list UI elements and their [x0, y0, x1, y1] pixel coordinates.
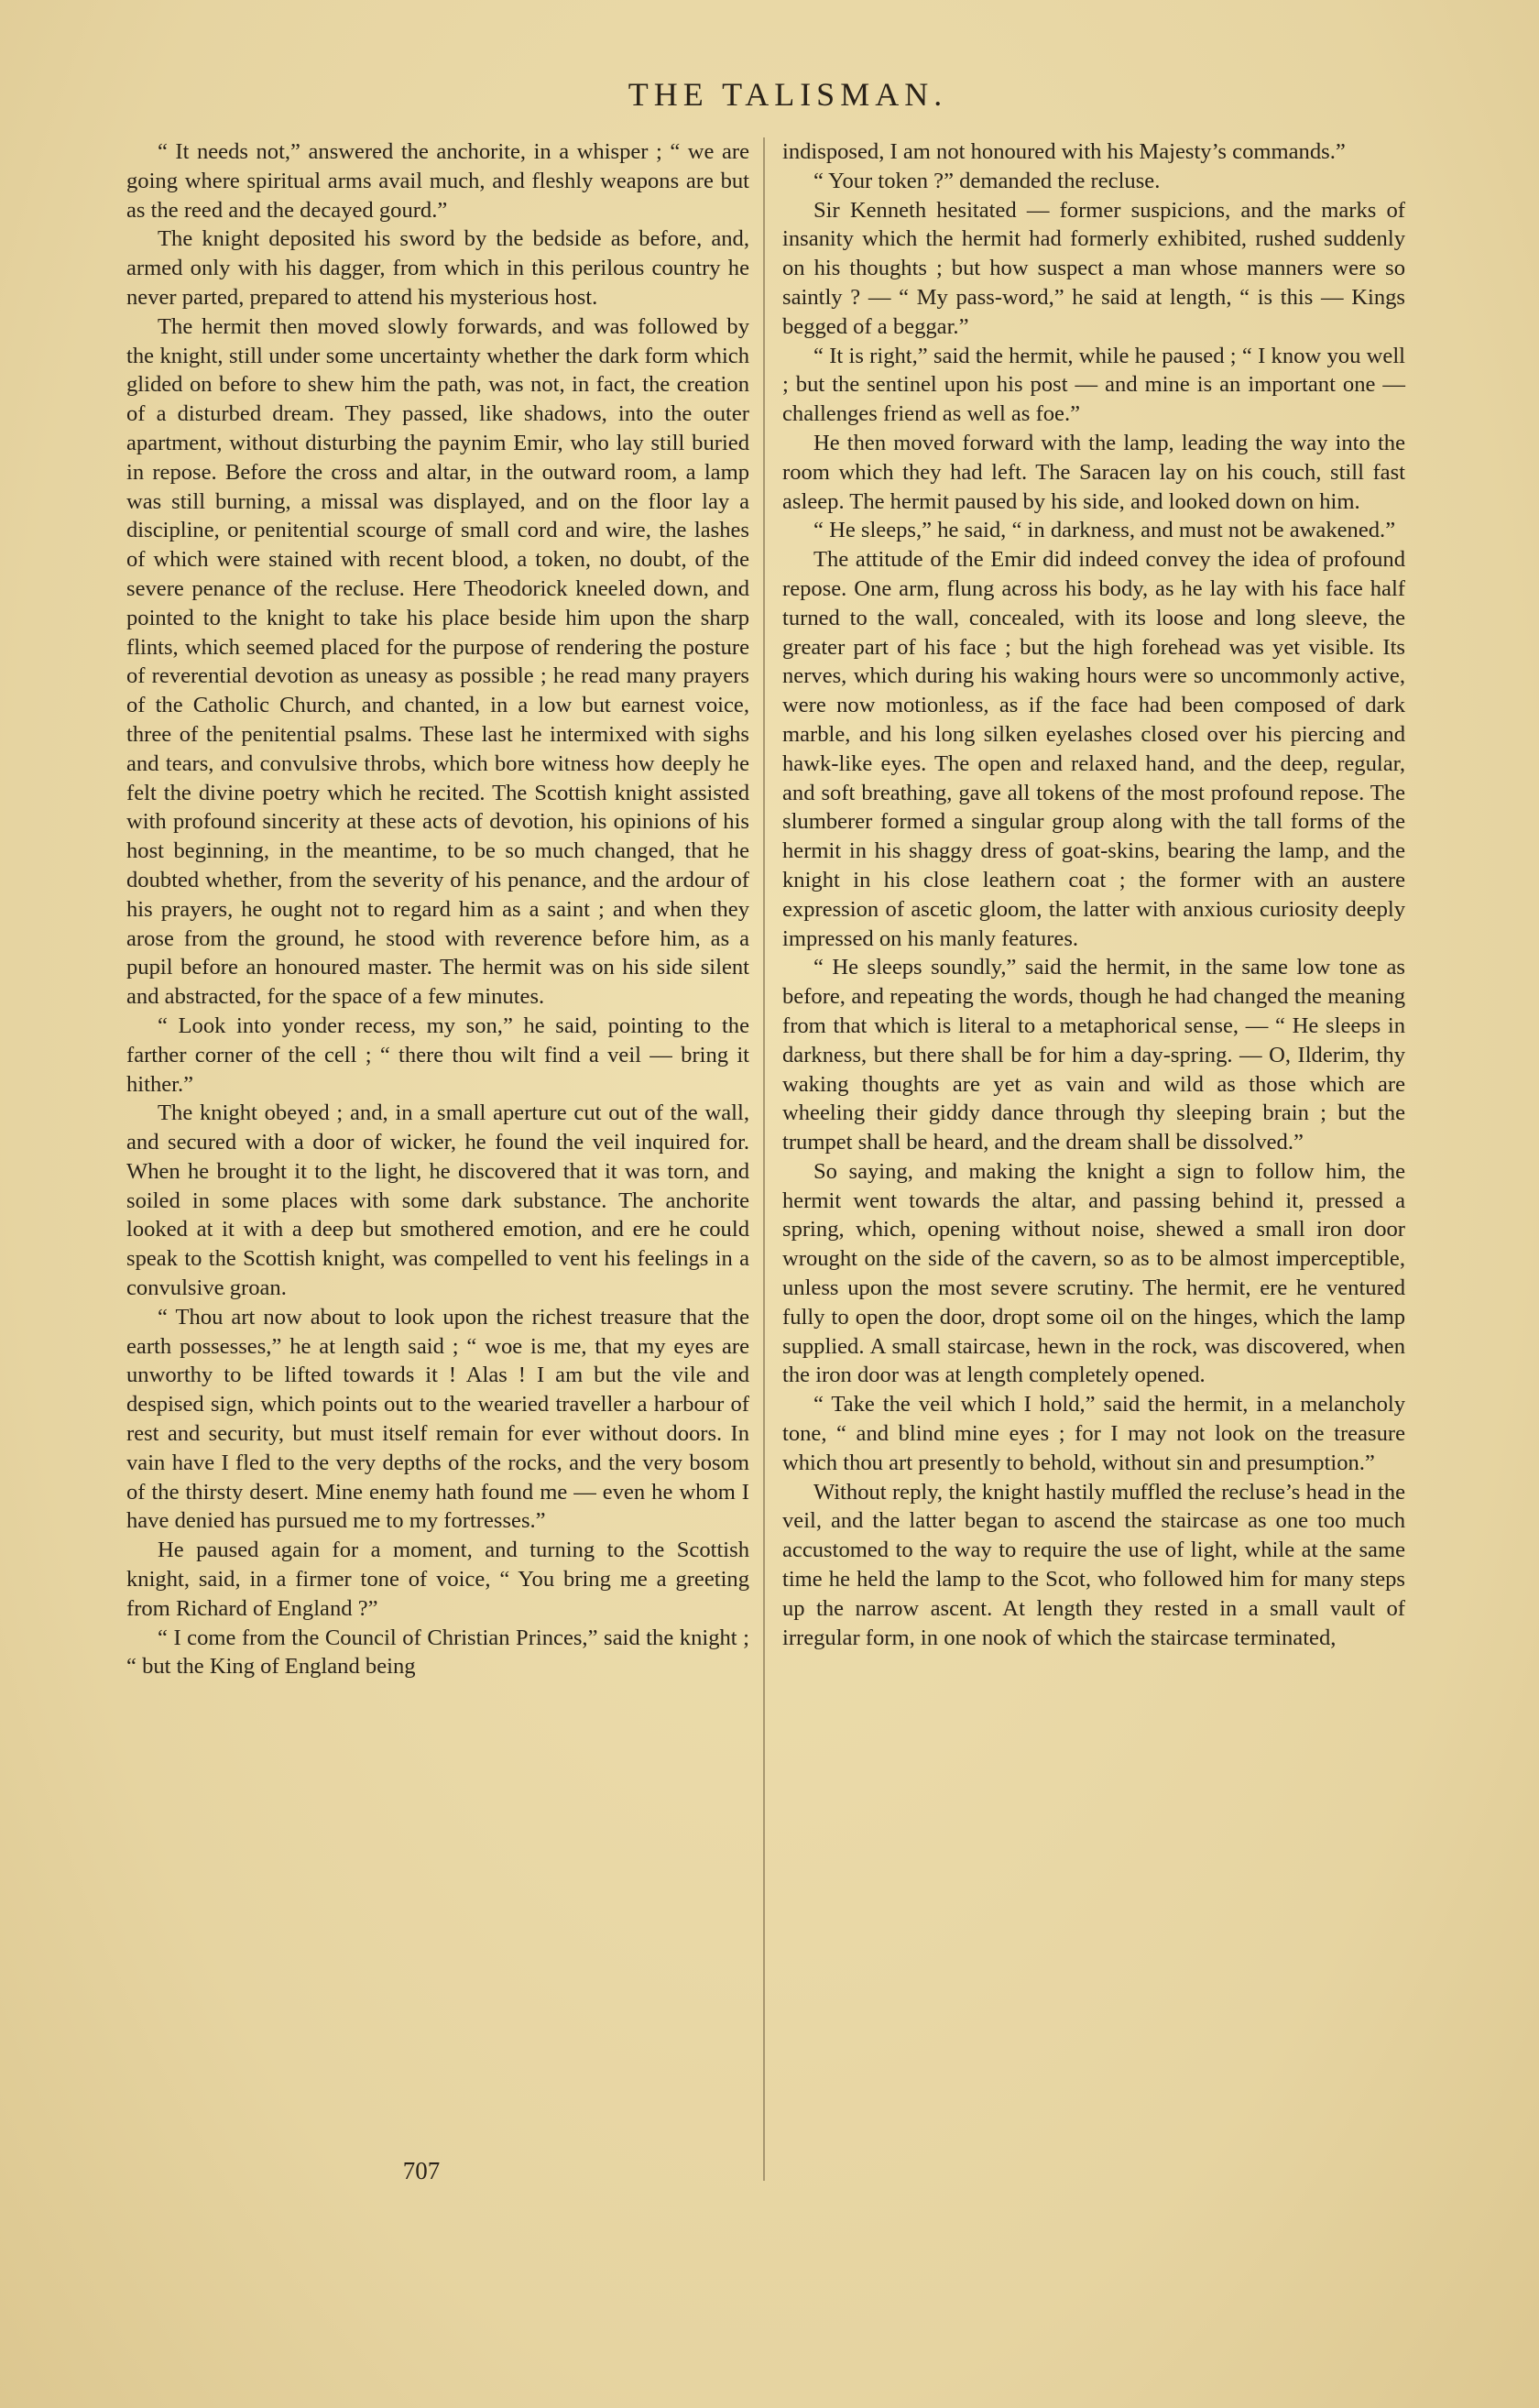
paragraph: indisposed, I am not honoured with his Majesty’s commands.”	[782, 139, 1346, 164]
paragraph: The hermit then moved slowly forwards, and was followed by the knight, still under some uncertainty whether the dark form which glided on before to shew him the path, was not, in fact, the creation of a disturbed dream. They passed, like shadows, into the outer apartment, without disturbing the paynim Emir, who lay still buried in repose. Before the cross and altar, in the outward room, a lamp was still burning, a missal was displayed, and on the floor lay a discipline, or penitential scourge of small cord and wire, the lashes of which were stained with recent blood, a token, no doubt, of the severe penance of the recluse. Here Theodorick kneeled down, and pointed to the knight to take his place beside him upon the sharp flints, which seemed placed for the purpose of rendering the posture of reverential devotion as uneasy as possible ; he read many prayers of the Catholic Church, and chanted, in a low but earnest voice, three of the penitential psalms. These last he intermixed with sighs and tears, and convulsive throbs, which bore witness how deeply he felt the divine poetry which he recited. The Scottish knight assisted with profound sincerity at these acts of devotion, his opinions of his host beginning, in the meantime, to be so much changed, that he doubted whether, from the severity of his penance, and the ardour of his prayers, he ought not to regard him as a saint ; and when they arose from the ground, he stood with reverence before him, as a pupil before an honoured master. The hermit was on his side silent and abstracted, for the space of a few minutes.	[126, 313, 749, 1010]
paragraph: The knight deposited his sword by the bedside as before, and, armed only with his dagger, from which in this perilous country he never parted, prepared to attend his mysterious host.	[126, 226, 749, 310]
paragraph: “ Look into yonder recess, my son,” he said, pointing to the farther corner of the cell ; “ there thou wilt find a veil — bring it hither.”	[126, 1012, 749, 1097]
paragraph: “ He sleeps soundly,” said the hermit, in the same low tone as before, and repeating the words, though he had changed the meaning from that which is literal to a metaphorical sense, — “ He sleeps in darkness, but there shall be for him a day-spring. — O, Ilderim, thy waking thoughts are yet as vain and wild as those which are wheeling their giddy dance through thy sleeping brain ; but the trumpet shall be heard, and the dream shall be dissolved.”	[782, 955, 1405, 1155]
right-column	[782, 137, 1405, 1652]
paragraph: “ It is right,” said the hermit, while he paused ; “ I know you well ; but the sentinel upon his post — and mine is an important one — challenges friend as well as foe.”	[782, 343, 1405, 427]
paragraph: So saying, and making the knight a sign to follow him, the hermit went towards the altar, and passing behind it, pressed a spring, which, opening without noise, shewed a small iron door wrought on the side of the cavern, so as to be almost imperceptible, unless upon the most severe scrutiny. The hermit, ere he ventured fully to open the door, dropt some oil on the hinges, which the lamp supplied. A small staircase, hewn in the rock, was discovered, when the iron door was at length completely opened.	[782, 1158, 1405, 1388]
paragraph: “ Take the veil which I hold,” said the hermit, in a melancholy tone, “ and blind mine eyes ; for I may not look on the treasure which thou art presently to behold, without sin and presumption.”	[782, 1392, 1405, 1475]
left-column	[126, 137, 749, 1681]
paragraph: The attitude of the Emir did indeed convey the idea of profound repose. One arm, flung across his body, as he lay with his face half turned to the wall, concealed, with its loose and long sleeve, the greater part of his face ; but the high forehead was yet visible. Its nerves, which during his waking hours were so uncommonly active, were now motionless, as if the face had been composed of dark marble, and his long silken eyelashes closed over his piercing and hawk-like eyes. The open and relaxed hand, and the deep, regular, and soft breathing, gave all tokens of the most profound repose. The slumberer formed a singular group along with the tall forms of the hermit in his shaggy dress of goat-skins, bearing the lamp, and the knight in his close leathern coat ; the former with an austere expression of ascetic gloom, the latter with anxious curiosity deeply impressed on his manly features.	[782, 547, 1405, 951]
column-divider	[763, 137, 765, 2181]
paragraph: He then moved forward with the lamp, leading the way into the room which they had left. The Saracen lay on his couch, still fast asleep. The hermit paused by his side, and looked down on him.	[782, 430, 1405, 514]
paragraph: He paused again for a moment, and turning to the Scottish knight, said, in a firmer tone of voice, “ You bring me a greeting from Richard of England ?”	[126, 1538, 749, 1621]
paragraph: Sir Kenneth hesitated — former suspicions, and the marks of insanity which the hermit had formerly exhibited, rushed suddenly on his thoughts ; but how suspect a man whose manners were so saintly ? — “ My pass-word,” he said at length, “ is this — Kings begged of a beggar.”	[782, 197, 1405, 339]
paragraph: “ Thou art now about to look upon the richest treasure that the earth possesses,” he at length said ; “ woe is me, that my eyes are unworthy to be lifted towards it ! Alas ! I am but the vile and despised sign, which points out to the wearied traveller a harbour of rest and security, but must itself remain for ever without doors. In vain have I fled to the very depths of the rocks, and the very bosom of the thirsty desert. Mine enemy hath found me — even he whom I have denied has pursued me to my fortresses.”	[126, 1304, 749, 1534]
paragraph: Without reply, the knight hastily muffled the recluse’s head in the veil, and the latter began to ascend the staircase as one too much accustomed to the way to require the use of light, while at the same time he held the lamp to the Scot, who followed him for many steps up the narrow ascent. At length they rested in a small vault of irregular form, in one nook of which the staircase terminated,	[782, 1479, 1405, 1650]
paragraph: “ He sleeps,” he said, “ in darkness, and must not be awakened.”	[813, 518, 1396, 543]
paragraph: “ It needs not,” answered the anchorite, in a whisper ; “ we are going where spiritual arms avail much, and fleshly weapons are but as the reed and the decayed gourd.”	[126, 139, 749, 223]
page-number: 707	[402, 2157, 441, 2184]
paragraph: The knight obeyed ; and, in a small aperture cut out of the wall, and secured with a door of wicker, he found the veil inquired for. When he brought it to the light, he discovered that it was torn, and soiled in some places with some dark substance. The anchorite looked at it with a deep but smothered emotion, and ere he could speak to the Scottish knight, was compelled to vent his feelings in a convulsive groan.	[126, 1100, 749, 1301]
paragraph: “ Your token ?” demanded the recluse.	[813, 168, 1161, 193]
running-header: THE TALISMAN.	[628, 76, 948, 113]
paragraph: “ I come from the Council of Christian Princes,” said the knight ; “ but the King of England being	[126, 1625, 749, 1680]
